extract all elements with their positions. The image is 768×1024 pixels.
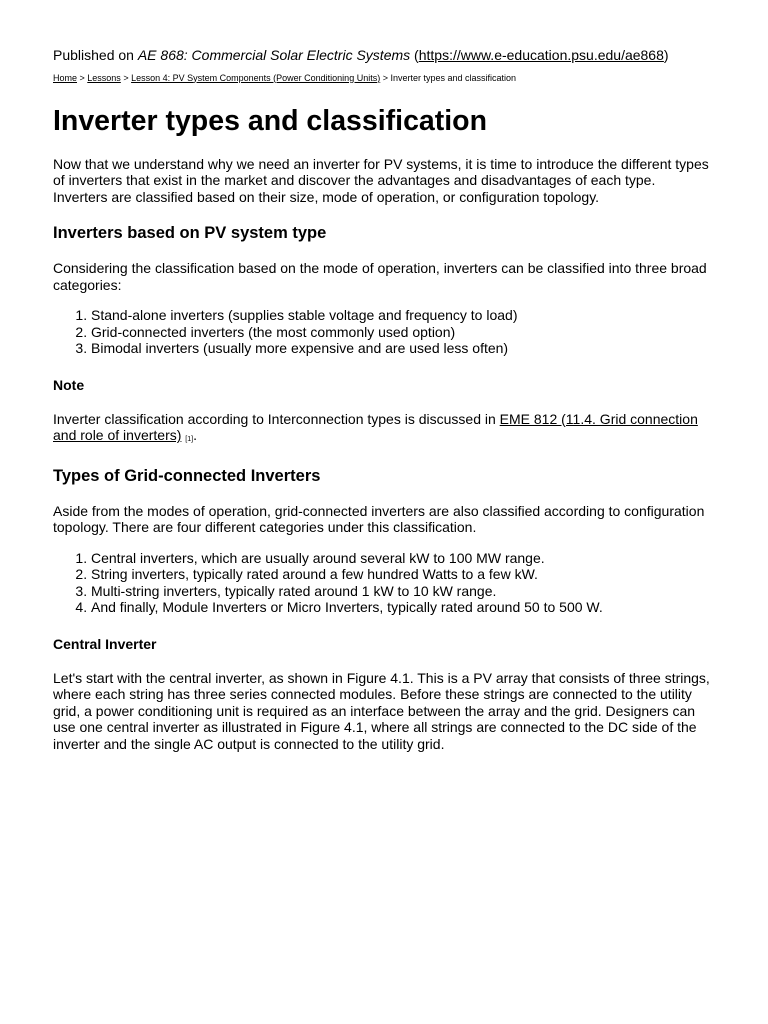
central-inverter-heading: Central Inverter (53, 635, 157, 652)
section-heading-pv-system-type: Inverters based on PV system type (53, 224, 327, 242)
section-paragraph-grid-connected: Aside from the modes of operation, grid-connected inverters are also classified according to configuration topology. There are four different categories under this classification. (53, 502, 705, 535)
course-title: AE 868: Commercial Solar Electric Systems (137, 47, 411, 63)
course-url-link[interactable]: https://www.e-education.psu.edu/ae868 (418, 47, 664, 63)
footnote-ref[interactable]: [1] (185, 436, 194, 443)
list-item: 4. And finally, Module Inverters or Micro Inverters, typically rated around 50 to 500 W. (91, 599, 713, 616)
breadcrumb-home-link[interactable]: Home (53, 72, 78, 83)
list-item: 3. Bimodal inverters (usually more expensive and are used less often) (91, 340, 713, 357)
note-text-end: . (193, 427, 197, 443)
published-prefix: Published on (53, 47, 138, 63)
note-text: Inverter classification according to Interconnection types is discussed in (53, 410, 500, 427)
breadcrumb-current: Inverter types and classification (390, 72, 517, 83)
note-paragraph (53, 411, 713, 448)
page-title: Inverter types and classification (53, 104, 487, 137)
breadcrumb-lesson4-link[interactable]: Lesson 4: PV System Components (Power Conditioning Units) (131, 72, 381, 83)
breadcrumb-separator: > (380, 72, 391, 83)
breadcrumb-separator: > (77, 72, 88, 83)
list-item: 1. Central inverters, which are usually around several kW to 100 MW range. (91, 550, 713, 567)
central-inverter-paragraph: Let's start with the central inverter, as shown in Figure 4.1. This is a PV array that consists of three strings, where each string has three series connected modules. Before these strings are connected to the utility grid, a power conditioning unit is required as an interface between the array and the grid. Designers can use one central inverter as illustrated in Figure 4.1, where all strings are connected to the DC side of the inverter and the single AC output is connected to the utility grid. (53, 669, 710, 752)
section-paragraph-pv-system-type: Considering the classification based on the mode of operation, inverters can be classified into three broad categories: (53, 260, 707, 293)
breadcrumb (53, 73, 713, 84)
list-item: 3. Multi-string inverters, typically rated around 1 kW to 10 kW range. (91, 583, 713, 600)
eme-812-link[interactable]: EME 812 (11.4. Grid connection and role of inverters) (53, 410, 698, 443)
section-heading-grid-connected: Types of Grid-connected Inverters (53, 466, 321, 485)
article (53, 47, 713, 752)
list-item: 2. String inverters, typically rated around a few hundred Watts to a few kW. (91, 566, 713, 583)
breadcrumb-lessons-link[interactable]: Lessons (87, 72, 121, 83)
breadcrumb-separator: > (120, 72, 132, 83)
list-pv-system-types (53, 307, 713, 357)
paren-open: ( (410, 47, 419, 63)
paren-close: ) (663, 47, 669, 63)
note-heading: Note (53, 376, 85, 393)
intro-paragraph: Now that we understand why we need an inverter for PV systems, it is time to introduce the different types of inverters that exist in the market and discover the advantages and disadvantages of each type. Inverters are classified based on their size, mode of operation, or configuration topology. (53, 155, 709, 205)
list-item: 1. Stand-alone inverters (supplies stable voltage and frequency to load) (91, 307, 713, 324)
list-grid-connected-types (53, 550, 713, 616)
published-line (53, 47, 713, 64)
list-item: 2. Grid-connected inverters (the most commonly used option) (91, 324, 713, 341)
